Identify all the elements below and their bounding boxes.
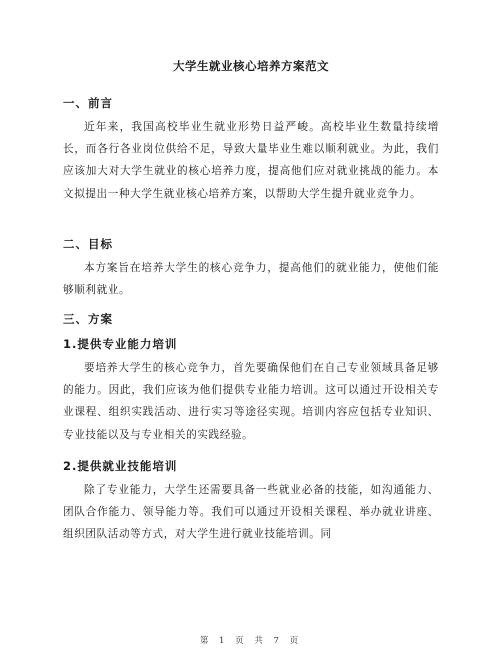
subsection-heading-employment-skills: 2.提供就业技能培训 xyxy=(63,459,178,473)
section-paragraph-goal: 本方案旨在培养大学生的核心竞争力，提高他们的就业能力，使他们能够顺利就业。 xyxy=(63,262,439,297)
section-paragraph-preface: 近年来，我国高校毕业生就业形势日益严峻。高校毕业生数量持续增长，而各行各业岗位供给不足，导致大量毕业生难以顺利就业。为此，我们应该加大对大学生就业的核心培养力度，提高他们应对就业挑战的能力。本文拟提出一种大学生就业核心培养方案，以帮助大学生提升就业竞争力。 xyxy=(63,121,439,200)
document-title: 大学生就业核心培养方案范文 xyxy=(173,59,329,73)
page-number-footer: 第 1 页 共 7 页 xyxy=(199,636,303,646)
section-heading-plan: 三、方案 xyxy=(63,312,113,326)
section-heading-preface: 一、前言 xyxy=(63,96,113,110)
subsection-paragraph-professional-training: 要培养大学生的核心竞争力，首先要确保他们在自己专业领域具备足够的能力。因此，我们应该为他们提供专业能力培训。这可以通过开设相关专业课程、组织实践活动、进行实习等途径实现。培训内容应包括专业知识、专业技能以及与专业相关的实践经验。 xyxy=(63,362,439,441)
section-heading-goal: 二、目标 xyxy=(63,237,113,251)
subsection-heading-professional-training: 1.提供专业能力培训 xyxy=(63,337,178,351)
subsection-paragraph-employment-skills: 除了专业能力，大学生还需要具备一些就业必备的技能，如沟通能力、团队合作能力、领导能力等。我们可以通过开设相关课程、举办就业讲座、组织团队活动等方式，对大学生进行就业技能培训。同 xyxy=(63,484,439,541)
